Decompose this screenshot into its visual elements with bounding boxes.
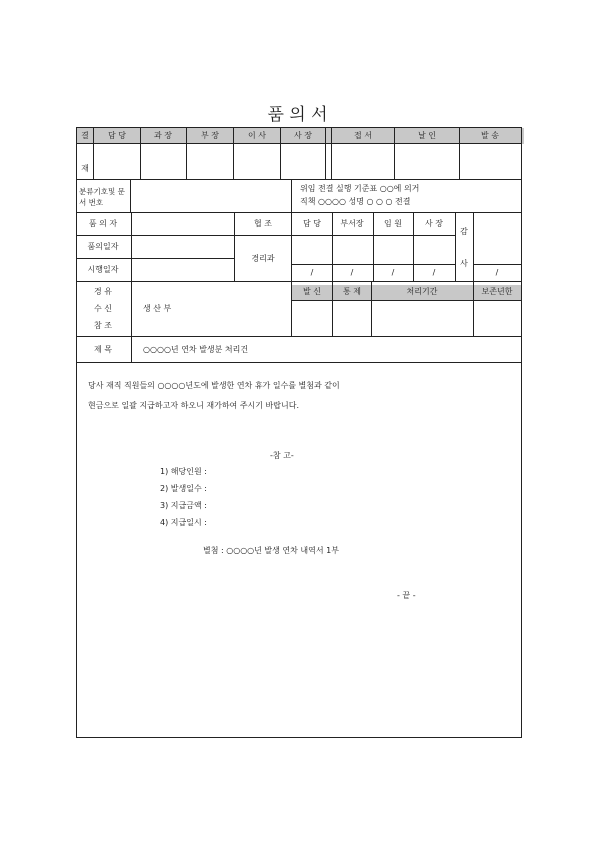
approval-header-dispatch: 발 송 [481, 131, 499, 140]
routing-header-retention: 보존년한 [481, 287, 513, 296]
reference-label: 참 조 [94, 321, 112, 330]
approval-side-label-top: 결 [81, 131, 89, 140]
approval-header-president: 사 장 [294, 131, 312, 140]
document-title: 품 의 서 [267, 105, 328, 125]
attachment-note: 별첨 : ○○○○년 발생 연차 내역서 1부 [203, 546, 339, 555]
authority-line-2: 직책 ○○○○ 성명 ○ ○ ○ 전결 [300, 197, 411, 206]
doc-number-label: 분류기호및 문서 번호 [79, 187, 125, 207]
approval-header-dept-head: 부 장 [201, 131, 219, 140]
subject-label: 제 목 [94, 345, 112, 354]
recipient-label: 수 신 [94, 304, 112, 313]
date-slash: / [432, 268, 436, 277]
reference-item: 2) 발생일수 : [160, 484, 207, 493]
cooperation-dept: 경리과 [251, 254, 275, 263]
subject-value: ○○○○년 연차 발생분 처리건 [143, 345, 249, 354]
audit-label-bottom: 사 [460, 259, 468, 268]
routing-header-control: 통 제 [343, 287, 361, 296]
authority-line-1: 위임 전결 실행 기준표 ○○에 의거 [300, 184, 420, 193]
body-paragraph-1: 당사 재직 직원들의 ○○○○년도에 발생한 연차 휴가 일수를 별첨과 같이 [88, 381, 340, 390]
date-slash: / [391, 268, 395, 277]
reference-item: 4) 지급일시 : [160, 518, 207, 527]
coop-header-staff: 담 당 [303, 219, 321, 228]
recipient-value: 생 산 부 [143, 304, 172, 313]
reference-heading: -참 고- [270, 451, 294, 460]
approval-header-receipt: 접 서 [354, 131, 372, 140]
reference-item: 3) 지급금액 : [160, 501, 207, 510]
cooperation-label: 협 조 [254, 219, 272, 228]
exec-date-label: 시행일자 [87, 265, 119, 274]
via-label: 경 유 [94, 287, 112, 296]
approval-header-director: 이 사 [248, 131, 266, 140]
date-slash: / [495, 268, 499, 277]
audit-label-top: 감 [460, 227, 468, 236]
approval-header-staff: 담 당 [108, 131, 126, 140]
coop-header-executive: 임 원 [384, 219, 402, 228]
coop-header-dept-head: 부서장 [340, 219, 364, 228]
date-slash: / [310, 268, 314, 277]
date-slash: / [350, 268, 354, 277]
reference-item: 1) 해당인원 : [160, 467, 207, 476]
end-mark: - 끝 - [397, 591, 416, 600]
body-paragraph-2: 현금으로 일괄 지급하고자 하오니 재가하여 주시기 바랍니다. [88, 401, 299, 410]
approval-side-label-bottom: 재 [81, 164, 89, 173]
draft-date-label: 품의일자 [87, 242, 119, 251]
coop-header-president: 사 장 [425, 219, 443, 228]
approval-header-seal: 날 인 [418, 131, 436, 140]
drafter-label: 품 의 자 [88, 219, 118, 228]
routing-header-sender: 발 신 [303, 287, 321, 296]
routing-header-period: 처리기간 [406, 287, 438, 296]
approval-header-section-chief: 과 장 [154, 131, 172, 140]
